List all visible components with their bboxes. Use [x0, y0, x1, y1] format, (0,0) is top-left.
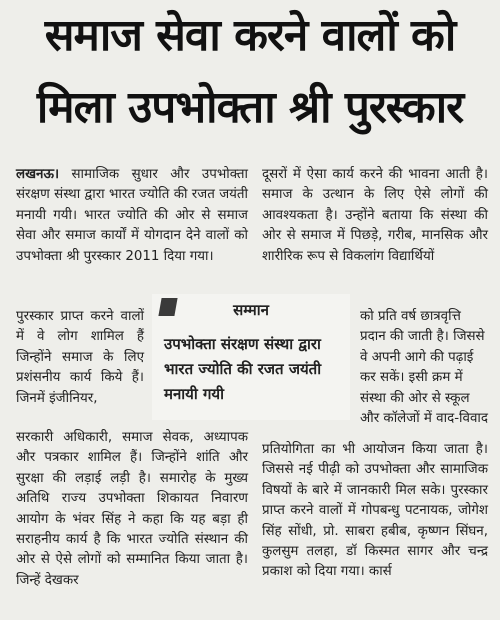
dateline: लखनऊ। [16, 167, 60, 182]
headline-line-2: मिला उपभोक्ता श्री पुरस्कार [36, 82, 464, 133]
article-right-top [262, 165, 488, 267]
article-left-top [16, 165, 248, 267]
section-mark-icon [158, 298, 177, 316]
article-right-bottom [262, 440, 488, 583]
pull-quote-text: उपभोक्ता संरक्षण संस्था द्वारा भारत ज्योति की रजत जयंती मनायी गयी [164, 335, 322, 403]
article-left-bottom-text: सरकारी अधिकारी, समाज सेवक, अध्यापक और पत्रकार शामिल हैं। जिन्होंने शांति और सुरक्षा की लड़ाई लड़ी है। समारोह के मुख्य अतिथि राज्य उपभोक्ता शिकायत निवारण आयोग के भंवर सिंह ने कहा कि यह बड़ा ही सराहनीय कार्य है कि भारत ज्योति संस्थान की ओर से ऐसे लोगों को सम्मानित किया जाता है। जिन्हें देखकर [16, 430, 248, 588]
article-left-top-text: सामाजिक सुधार और उपभोक्ता संरक्षण संस्था द्वारा भारत ज्योति की रजत जयंती मनायी गयी। भारत ज्योति की ओर से समाज सेवा और समाज कार्यों में योगदान देने वालों को उपभोक्ता श्री पुरस्कार 2011 दिया गया। [16, 167, 248, 264]
article-left-mid [16, 307, 144, 409]
article-right-top-text: दूसरों में ऐसा कार्य करने की भावना आती है। समाज के उत्थान के लिए ऐसे लोगों की आवश्यकता है। उन्होंने बताया कि संस्था की ओर से समाज में पिछड़े, गरीब, मानसिक और शारीरिक रूप से विकलांग विद्यार्थियों [262, 167, 488, 264]
article-right-mid [360, 307, 488, 429]
article-right-bottom-text: प्रतियोगिता का भी आयोजन किया जाता है। जिससे नई पीढ़ी को उपभोक्ता और सामाजिक विषयों के बारे में जानकारी मिल सके। पुरस्कार प्राप्त करने वालों में गोपबन्धु पटनायक, जोगेश सिंह सोंधी, प्रो. साबरा हबीब, कृष्णन सिंघन, कुलसुम तलहा, डॉ किस्मत सागर और चन्द्र प्रकाश को दिया गया। कार्स [262, 442, 488, 580]
headline-line-1: समाज सेवा करने वालों को [44, 10, 456, 61]
article-left-mid-text: पुरस्कार प्राप्त करने वालों में वे लोग शामिल हैं जिन्होंने समाज के लिए प्रशंसनीय कार्य किये हैं। जिनमें इंजीनियर, [16, 309, 144, 406]
pull-quote-box [152, 294, 350, 420]
pull-quote-label: सम्मान [233, 301, 269, 319]
article-left-bottom [16, 428, 248, 591]
article-right-mid-text: को प्रति वर्ष छात्रवृत्ति प्रदान की जाती है। जिससे वे अपनी आगे की पढ़ाई कर सकें। इसी क्रम में संस्था की ओर से स्कूल और कॉलेजों में वाद-विवाद [360, 309, 488, 427]
